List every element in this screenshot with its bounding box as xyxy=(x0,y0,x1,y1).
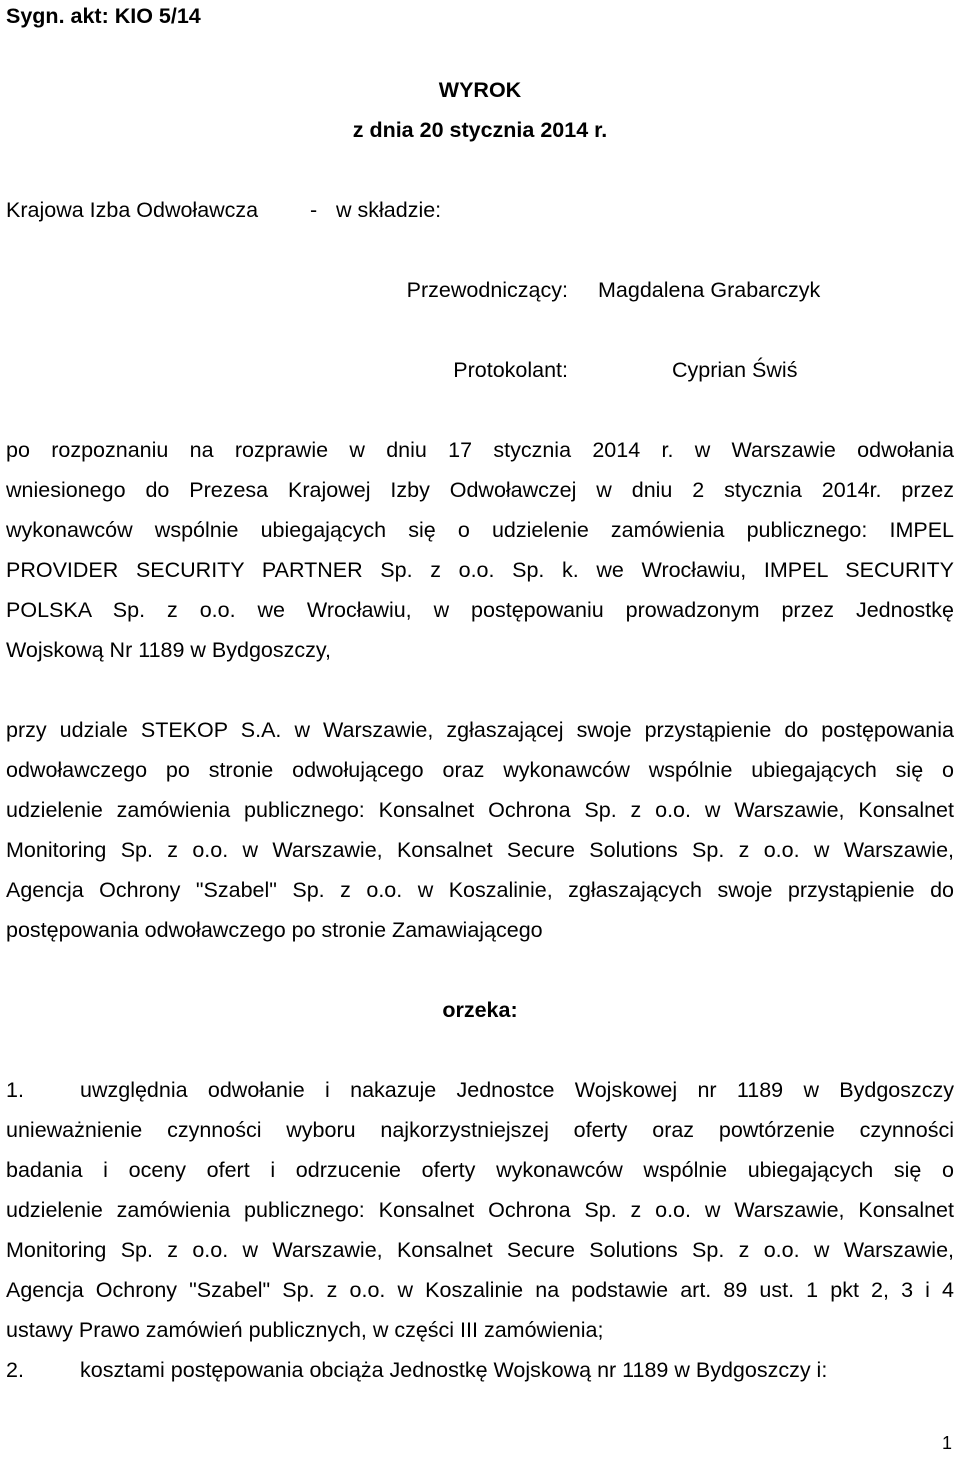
paragraph-line: udzielenie zamówienia publicznego: Konsalnet Ochrona Sp. z o.o. w Warszawie, Konsalnet xyxy=(6,798,954,822)
paragraph-line: po rozpoznaniu na rozprawie w dniu 17 stycznia 2014 r. w Warszawie odwołania xyxy=(6,438,954,462)
case-reference: Sygn. akt: KIO 5/14 xyxy=(6,4,201,28)
tribunal-name: Krajowa Izba Odwoławcza xyxy=(6,198,259,222)
paragraph-line: odwoławczego po stronie odwołującego oraz wykonawców wspólnie ubiegających się o xyxy=(6,758,954,782)
ruling-line: Monitoring Sp. z o.o. w Warszawie, Konsalnet Secure Solutions Sp. z o.o. w Warszawie, xyxy=(6,1238,954,1262)
paragraph-line: przy udziale STEKOP S.A. w Warszawie, zgłaszającej swoje przystąpienie do postępowania xyxy=(6,718,954,742)
paragraph-line: wykonawców wspólnie ubiegających się o udzielenie zamówienia publicznego: IMPEL xyxy=(6,518,954,542)
ruling-line: badania i oceny ofert i odrzucenie oferty wykonawców wspólnie ubiegających się o xyxy=(6,1158,954,1182)
ruling-point-first-line: uwzględnia odwołanie i nakazuje Jednostce Wojskowej nr 1189 w Bydgoszczy xyxy=(80,1078,954,1102)
ruling-line: ustawy Prawo zamówień publicznych, w części III zamówienia; xyxy=(6,1318,604,1342)
paragraph-line: Monitoring Sp. z o.o. w Warszawie, Konsalnet Secure Solutions Sp. z o.o. w Warszawie, xyxy=(6,838,954,862)
ruling-heading: orzeka: xyxy=(442,998,518,1022)
chair-name: Magdalena Grabarczyk xyxy=(598,278,821,302)
paragraph-line: postępowania odwoławczego po stronie Zamawiającego xyxy=(6,918,543,942)
page-number: 1 xyxy=(941,1433,952,1453)
clerk-name: Cyprian Świś xyxy=(672,358,798,382)
paragraph-line: PROVIDER SECURITY PARTNER Sp. z o.o. Sp. k. we Wrocławiu, IMPEL SECURITY xyxy=(6,558,954,582)
intro-dash: - xyxy=(310,198,318,222)
paragraph-line: POLSKA Sp. z o.o. we Wrocławiu, w postępowaniu prowadzonym przez Jednostkę xyxy=(6,598,954,622)
composition-intro: w składzie: xyxy=(336,198,442,222)
judgment-date: z dnia 20 stycznia 2014 r. xyxy=(352,118,608,142)
paragraph-line: Agencja Ochrony "Szabel" Sp. z o.o. w Koszalinie, zgłaszających swoje przystąpienie do xyxy=(6,878,954,902)
ruling-line: udzielenie zamówienia publicznego: Konsalnet Ochrona Sp. z o.o. w Warszawie, Konsalnet xyxy=(6,1198,954,1222)
ruling-point-text: kosztami postępowania obciąża Jednostkę Wojskową nr 1189 w Bydgoszczy i: xyxy=(80,1358,828,1382)
judgment-title: WYROK xyxy=(438,78,522,102)
ruling-point-number: 1. xyxy=(6,1078,24,1102)
ruling-line: unieważnienie czynności wyboru najkorzystniejszej oferty oraz powtórzenie czynności xyxy=(6,1118,954,1142)
clerk-label: Protokolant: xyxy=(453,358,568,382)
paragraph-line: wniesionego do Prezesa Krajowej Izby Odwoławczej w dniu 2 stycznia 2014r. przez xyxy=(6,478,954,502)
chair-label: Przewodniczący: xyxy=(406,278,568,302)
paragraph-line: Wojskową Nr 1189 w Bydgoszczy, xyxy=(6,638,332,662)
ruling-point-number: 2. xyxy=(6,1358,24,1382)
ruling-line: Agencja Ochrony "Szabel" Sp. z o.o. w Koszalinie na podstawie art. 89 ust. 1 pkt 2, 3 i 4 xyxy=(6,1278,954,1302)
